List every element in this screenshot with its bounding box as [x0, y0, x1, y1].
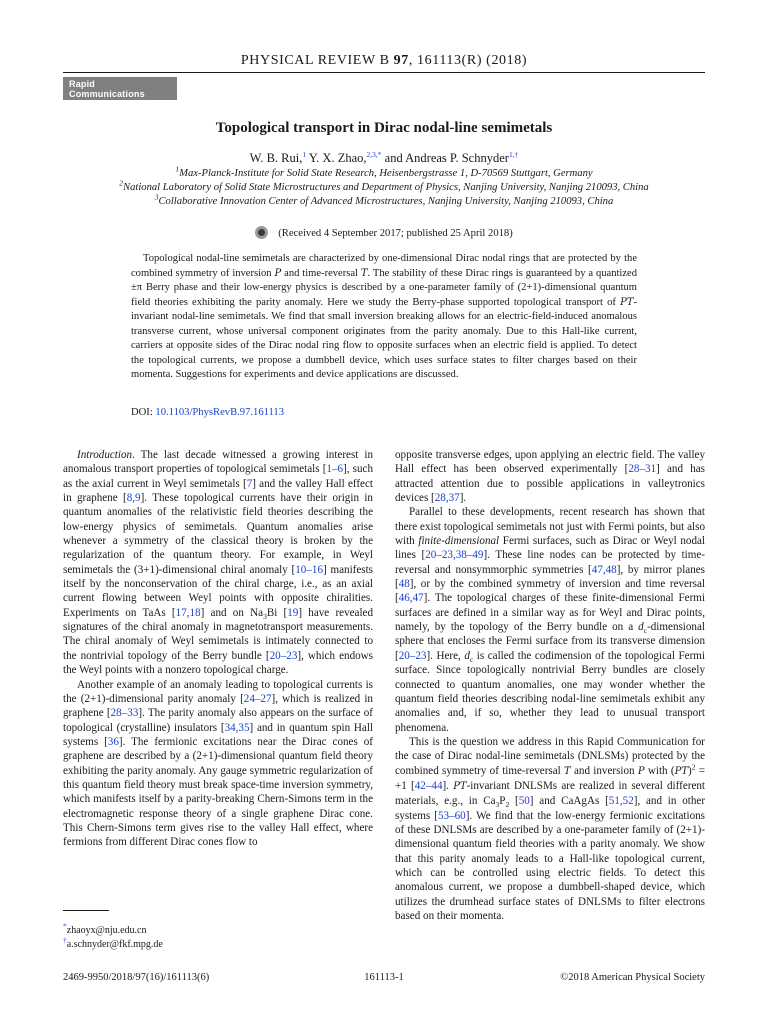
emphasis: finite-dimensional	[418, 535, 500, 548]
text-span: Bi [	[266, 606, 288, 619]
author-name: W. B. Rui,	[249, 151, 303, 165]
footnote	[63, 935, 163, 950]
section-lead: Introduction	[77, 449, 133, 461]
left-column	[63, 448, 373, 850]
abstract-text	[131, 252, 637, 383]
text-span: [	[509, 795, 519, 808]
journal-volume: 97	[393, 53, 409, 68]
right-column	[395, 448, 705, 923]
math-symbol: PT	[674, 765, 688, 777]
abstract-span: -invariant nodal-line semimetals. We find that small inversion breaking allows for an electric-field-induced anomalous transverse current, whose universal component originates from the parity anomaly. Due to this Hall-like current, carriers at opposite sides of the Dirac nodal ring flow to opposite surfaces when an electric field is applied. To detect the topological currents, we propose a dumbbell device, which uses surface states to filter charges based on their momenta. Suggestions for experiments and device applications are discussed.	[131, 296, 637, 380]
text-span: and inversion	[570, 764, 638, 777]
paragraph	[63, 448, 373, 678]
affiliation	[0, 178, 768, 193]
text-span: ]. Here,	[426, 649, 465, 662]
math-symbol: PT	[453, 780, 467, 792]
citation-link[interactable]: 34,35	[224, 721, 250, 734]
citation-link[interactable]: 46,47	[398, 592, 424, 605]
text-span: . The last decade witnessed a growing interest in anomalous transport properties of topological semimetals [	[63, 449, 373, 476]
text-span: Fermi surfaces, such as Dirac or Weyl nodal lines [	[395, 535, 706, 562]
citation-link[interactable]: 28,37	[434, 492, 460, 505]
text-span: ] and in quantum spin Hall systems [	[63, 721, 373, 748]
received-date: (Received 4 September 2017; published 25 April 2018)	[278, 228, 513, 239]
paragraph	[395, 735, 705, 923]
text-span: ]. We find that the low-energy fermionic excitations of these DNLSMs are described by a one-parameter family of (2+1)-dimensional quantum field theories with a parity anomaly. We show that this parity anomaly leads to a Hall-like topological current, which can be controlled using electric fields. To detect this anomalous current, we propose a dumbbell-shaped device, which utilizes the drumhead surface states of DNLSMs to filter electrons based on their momenta.	[395, 809, 705, 922]
text-span: ] and CaAgAs [	[529, 795, 609, 808]
superscript: 2	[691, 761, 696, 771]
text-span: ], which is realized in graphene [	[63, 692, 373, 720]
citation-link[interactable]: 20–23	[398, 649, 427, 662]
text-span: ], which endows the Weyl points with a nonzero topological charge.	[63, 649, 373, 677]
citation-link[interactable]: 36	[107, 735, 119, 748]
math-symbol: T	[360, 267, 368, 279]
text-span: ] and on Na	[200, 606, 264, 619]
affiliation	[0, 192, 768, 207]
citation-link[interactable]: 28–33	[110, 707, 139, 720]
text-span: This is the question we address in this Rapid Communication for the case of Dirac nodal-line semimetals (DNLSMs) protected by the combined symmetry of time-reversal	[395, 735, 705, 777]
text-span: ] manifests itself by the nonconservation of the chiral charge, i.e., as an axial current flowing between Weyl points with opposite chiralities. Experiments on TaAs [	[63, 563, 373, 619]
journal-citation: , 161113(R) (2018)	[408, 53, 528, 68]
text-span: ] and the valley Hall effect in graphene [	[63, 477, 373, 505]
text-span: ]. The topological charges of these finite-dimensional Fermi surfaces are defined in a similar way as for Weyl and Dirac points, namely, by the topology of the Berry bundle on a	[395, 592, 705, 634]
author-name: Y. X. Zhao,	[306, 151, 367, 165]
text-span: ]. The parity anomaly also appears on the surface of topological (crystalline) insulators [	[63, 707, 374, 734]
footer-copyright: ©2018 American Physical Society	[560, 972, 705, 983]
text-span: )	[688, 764, 692, 777]
text-span: -invariant DNLSMs are realized in several different materials, e.g., in Ca	[395, 779, 705, 808]
doi-link[interactable]: 10.1103/PhysRevB.97.161113	[155, 407, 285, 418]
abstract-span: Topological nodal-line semimetals are characterized by one-dimensional Dirac nodal rings that are protected by the combined symmetry of inversion	[131, 253, 637, 279]
text-span: ].	[442, 779, 454, 792]
affiliation-number: 1	[175, 164, 180, 174]
citation-link[interactable]: 20–23	[269, 649, 298, 662]
math-symbol: d	[464, 649, 470, 662]
text-span: P	[499, 795, 506, 808]
received-line	[0, 226, 768, 239]
math-symbol: P	[274, 267, 282, 279]
footnote	[63, 921, 147, 936]
text-span: ]. The fermionic excitations near the Dirac cones of graphene are described by a (2+1)-dimensional quantum field theory exhibiting the parity anomaly. Any gauge symmetric regularization of this quantum field theory must break space-time inversion symmetry, which manifests itself by a parity-breaking Chern-Simons term in the electromagnetic response theory of a single graphene Dirac cone. This Chern-Simons term gives rise to the valley Hall effect, where fermions from different Dirac cones flow to	[63, 735, 373, 849]
citation-link[interactable]: 28–31	[628, 463, 657, 476]
text-span: ]. These topological currents have their origin in quantum anomalies of the relativistic field theories describing the low-energy physics of semimetals. Quantum anomalies arise whenever a symmetry of the classical theory is broken by the regularization of the quantum theory. For example, in Weyl semimetals the (3+1)-dimensional chiral anomaly [	[63, 492, 373, 576]
footnote-email: zhaoyx@nju.edu.cn	[66, 925, 147, 936]
citation-link[interactable]: 7	[246, 477, 253, 490]
text-span: Another example of an anomaly leading to topological currents is the (2+1)-dimensional parity anomaly [	[63, 678, 373, 705]
author-name: and Andreas P. Schnyder	[381, 151, 509, 165]
text-span: -dimensional sphere that encloses the Fermi surface from its transverse dimension [	[395, 621, 705, 662]
citation-link[interactable]: 53–60	[437, 809, 466, 822]
doi-label: DOI:	[131, 407, 156, 418]
math-symbol: d	[638, 621, 644, 634]
affiliation	[0, 164, 768, 179]
footnote-mark[interactable]: †	[63, 935, 67, 945]
paragraph	[395, 448, 705, 505]
affiliation-text: Collaborative Innovation Center of Advanced Microstructures, Nanjing University, Nanjing 210093, China	[158, 196, 614, 207]
subscript: 3	[495, 800, 500, 810]
affiliation-text: Max-Planck-Institute for Solid State Research, Heisenbergstrasse 1, D-70569 Stuttgart, Germany	[179, 168, 593, 179]
check-for-updates-icon[interactable]	[255, 226, 268, 239]
section-badge: Rapid Communications	[63, 77, 177, 100]
text-span: with (	[644, 764, 675, 777]
text-span: ]. These line nodes can be protected by time-reversal and nonsymmorphic symmetries [	[395, 549, 706, 576]
citation-link[interactable]: 47,48	[591, 563, 617, 576]
journal-header	[0, 53, 768, 69]
subscript: 3	[263, 612, 267, 621]
journal-name: PHYSICAL REVIEW B	[240, 53, 390, 68]
subscript: 2	[505, 800, 510, 810]
text-span: ], and in other systems [	[395, 795, 706, 822]
citation-link[interactable]: 8,9	[126, 492, 141, 505]
math-symbol: T	[564, 765, 571, 777]
author-list	[0, 151, 768, 166]
text-span: = +1 [	[395, 764, 705, 792]
affiliation-marker[interactable]: 1	[302, 149, 307, 159]
doi-line	[131, 407, 284, 418]
subscript: c	[643, 626, 648, 636]
paper-title: Topological transport in Dirac nodal-line semimetals	[215, 120, 553, 136]
footnote-mark[interactable]: *	[63, 921, 67, 931]
text-span: is called the codimension of the topological Fermi surface. Since topologically nontrivial Berry bundles are closely connected to quantum anomalies, one may wonder whether the quantum field theories describing nodal-line semimetals exhibit any anomalies and, if so, whether they lead to unusual transport phenomena.	[395, 649, 705, 734]
citation-link[interactable]: 10–16	[295, 563, 323, 576]
text-span: ], such as the axial current in Weyl semimetals [	[63, 463, 373, 490]
citation-link[interactable]: 50	[518, 795, 530, 808]
abstract-span: and time-reversal	[281, 267, 361, 279]
page-number: 161113-1	[364, 972, 404, 983]
citation-link[interactable]: 24–27	[243, 692, 272, 705]
abstract-span: . The stability of these Dirac rings is guaranteed by a quantized ±π Berry phase and their low-energy physics is described by a one-parameter family of (2+1)-dimensional quantum field theories exhibiting the parity anomaly. Here we study the Berry-phase supported topological transport of	[131, 267, 638, 308]
paragraph	[63, 678, 373, 850]
affiliation-text: National Laboratory of Solid State Microstructures and Department of Physics, Nanjing University, Nanjing 210093, China	[123, 182, 649, 193]
citation-link[interactable]: 17,18	[175, 606, 201, 619]
paragraph	[395, 505, 705, 735]
math-symbol: PT	[620, 296, 634, 308]
math-symbol: P	[637, 765, 645, 777]
footnote-rule	[63, 910, 109, 911]
text-span: Parallel to these developments, recent research has shown that there exist topological semimetals not just with Fermi points, but also with	[395, 506, 705, 548]
header-rule	[63, 72, 705, 73]
citation-link[interactable]: 19	[287, 606, 299, 619]
citation-link[interactable]: 20–23,38–49	[425, 549, 484, 562]
footer-issn: 2469-9950/2018/97(16)/161113(6)	[63, 972, 210, 983]
affiliation-marker[interactable]: 1,†	[508, 149, 519, 159]
citation-link[interactable]: 51,52	[608, 795, 634, 808]
affiliation-marker[interactable]: 2,3,*	[366, 149, 382, 159]
affiliation-number: 2	[119, 178, 124, 188]
abstract	[131, 252, 637, 383]
subscript: c	[469, 655, 474, 665]
text-span: opposite transverse edges, upon applying an electric field. The valley Hall effect has been observed experimentally [	[395, 449, 705, 476]
citation-link[interactable]: 48	[398, 578, 410, 591]
text-span: ] have revealed signatures of the chiral anomaly in magnetotransport measurements. The chiral anomaly of Weyl semimetals is intimately connected to the nontrivial topology of the Berry bundle [	[63, 606, 374, 662]
text-span: ].	[459, 492, 467, 505]
text-span: ], or by the combined symmetry of inversion and time reversal [	[395, 578, 705, 605]
citation-link[interactable]: 1–6	[326, 463, 344, 476]
citation-link[interactable]: 42–44	[414, 779, 443, 792]
affiliation-number: 3	[154, 192, 159, 202]
text-span: ] and has attracted attention due to possible applications in valleytronics devices [	[395, 463, 705, 505]
footnote-email: a.schnyder@fkf.mpg.de	[66, 939, 163, 950]
text-span: ], by mirror planes [	[395, 563, 705, 591]
